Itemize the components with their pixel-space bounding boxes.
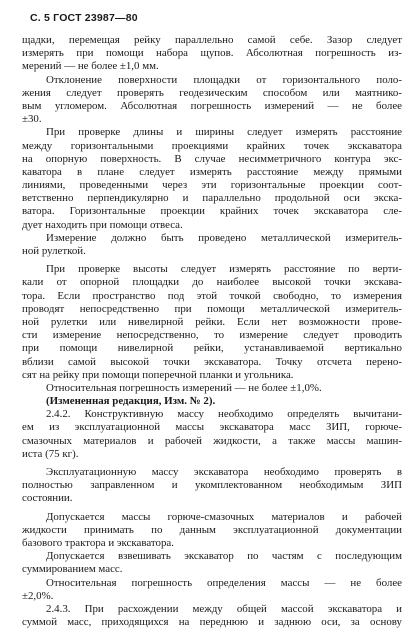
text-line: 2.4.3. При расхождении между общей массой экскаватора и	[46, 602, 402, 615]
text-line: жения следует проверять геодезическим способом или маятнико-	[22, 86, 402, 99]
text-line: ватора. Горизонтальные проекции крайних точек экскаватора сле-	[22, 205, 402, 218]
text-line: тора. Если пространство под этой точкой свободно, то измерения	[22, 289, 402, 302]
text-line: жидкости принимать по данным эксплуатационной документации	[22, 523, 402, 536]
text-line: мерений — не более ±1,0 мм.	[22, 60, 159, 73]
text-line: суммированием масс.	[22, 563, 123, 576]
text-line: При проверке длины и ширины следует измерять расстояние	[46, 126, 402, 139]
text-line: каватора в плане следует измерять расстояние между прямыми	[22, 165, 402, 178]
text-line: линиями, проведенными через эти горизонтальные проекции соот-	[22, 179, 402, 192]
text-line: ветственно перпендикулярно и параллельно продольной оси экска-	[22, 192, 402, 205]
text-line: сти измерение непосредственно, то измерение следует проводить	[22, 329, 402, 342]
text-line: Измерение должно быть проведено металлической измеритель-	[46, 231, 402, 244]
text-line: Эксплуатационную массу экскаватора необходимо проверять в	[46, 466, 402, 478]
text-line: базового трактора и экскаватора.	[22, 536, 174, 549]
text-line: щадки, перемещая рейку параллельно самой себе. Зазор следует	[22, 34, 402, 46]
page-header: С. 5 ГОСТ 23987—80	[30, 12, 138, 24]
text-line: ной рулетки или нивелирной рейки. Если нет возможности прове-	[22, 315, 402, 328]
amendment-note: (Измененная редакция, Изм. № 2).	[46, 395, 216, 408]
text-line: смазочных материалов и рабочей жидкости, а также массы машин-	[22, 434, 402, 447]
text-line: Отклонение поверхности площадки от горизонтального поло-	[46, 73, 402, 86]
text-line: на опорную поверхность. В случае несимметричного контура экс-	[22, 152, 402, 165]
text-line: При проверке высоты следует измерять расстояние по верти-	[46, 263, 402, 276]
text-line: ±2,0%.	[22, 589, 54, 602]
text-line: вым угломером. Абсолютная погрешность измерений — не более	[22, 99, 402, 112]
text-line: полностью заправленном и укомплектованном необходимым ЗИП	[22, 479, 402, 492]
text-line: Допускается массы горюче-смазочных материалов и рабочей	[46, 510, 402, 523]
text-line: состоянии.	[22, 492, 73, 505]
text-line: дует находить при помощи отвеса.	[22, 218, 183, 231]
text-line: суммой масс, приходящихся на переднюю и заднюю оси, за основу	[22, 616, 402, 629]
text-line: ем из эксплуатационной массы экскаватора масс ЗИП, горюче-	[22, 421, 402, 434]
text-line: кали от опорной площадки до наиболее высокой точки экскава-	[22, 276, 402, 289]
text-line: вблизи самой высокой точки экскаватора. Точку отсчета перено-	[22, 355, 402, 368]
text-line: Относительная погрешность измерений — не более ±1,0%.	[46, 381, 322, 394]
text-line: Относительная погрешность определения массы — не более	[46, 576, 402, 589]
text-line: проводят непосредственно при помощи металлической измеритель-	[22, 302, 402, 315]
text-line: 2.4.2. Конструктивную массу необходимо определять вычитани-	[46, 408, 402, 421]
text-line: иста (75 кг).	[22, 447, 79, 460]
text-line: ±30.	[22, 113, 42, 126]
text-line: Допускается взвешивать экскаватор по частям с последующим	[46, 550, 402, 563]
text-line: при помощи нивелирной рейки, устанавливаемой вертикально	[22, 342, 402, 355]
text-line: измерять при помощи набора щупов. Абсолютная погрешность из-	[22, 47, 402, 60]
text-line: сят на рейку при помощи поперечной планки и угольника.	[22, 368, 294, 381]
text-line: ной рулеткой.	[22, 245, 86, 257]
document-body	[22, 34, 402, 629]
text-line: между горизонтальными проекциями крайних точек экскаватора	[22, 139, 402, 152]
